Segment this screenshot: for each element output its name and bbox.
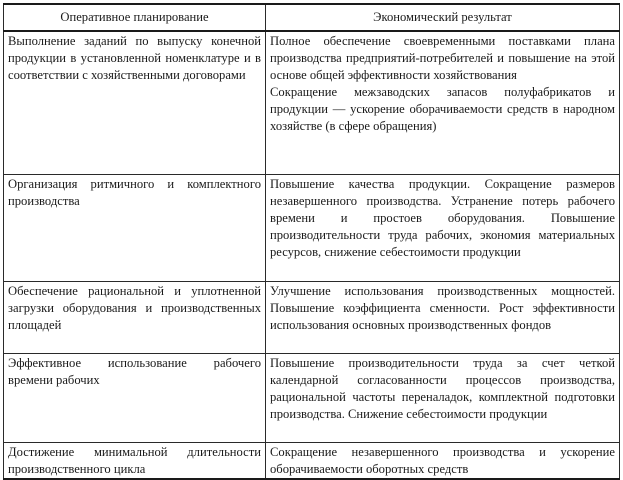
planning-cell: Выполнение заданий по выпуску конечной продукции в установленной номенклатуре и в соответствии с хозяйственными договорами	[4, 31, 266, 174]
planning-cell: Организация ритмичного и комплектного производства	[4, 174, 266, 281]
table-row	[4, 174, 620, 281]
table-row	[4, 442, 620, 479]
result-paragraph: Улучшение использования производственных мощностей. Повышение коэффициента сменности. Рост эффективности использования основных производственных фондов	[270, 283, 615, 332]
table-header	[4, 4, 620, 31]
result-cell	[266, 281, 620, 353]
header-row	[4, 4, 620, 31]
result-paragraph: Полное обеспечение своевременными поставками плана производства предприятий-потребителей и повышение на этой основе общей эффективности хозяйствования	[270, 34, 615, 82]
result-paragraph: Сокращение межзаводских запасов полуфабрикатов и продукции — ускорение оборачиваемости средств в народном хозяйстве (в сфере обращения)	[270, 85, 615, 133]
result-paragraph: Сокращение незавершенного производства и ускорение оборачиваемости оборотных средств	[270, 444, 615, 476]
result-cell	[266, 174, 620, 281]
planning-cell: Достижение минимальной длительности производственного цикла	[4, 442, 266, 479]
result-cell	[266, 442, 620, 479]
result-cell	[266, 31, 620, 174]
planning-results-table	[3, 3, 620, 480]
table-row	[4, 31, 620, 174]
table-row	[4, 353, 620, 442]
result-paragraph: Повышение качества продукции. Сокращение размеров незавершенного производства. Устранение потерь рабочего времени и простоев оборудования. Повышение производительности труда рабочих, экономия материальных ресурсов, снижение себестоимости продукции	[270, 176, 615, 259]
table-row	[4, 281, 620, 353]
header-result: Экономический результат	[266, 4, 620, 31]
table-body	[4, 31, 620, 479]
planning-cell: Обеспечение рациональной и уплотненной загрузки оборудования и производственных площадей	[4, 281, 266, 353]
result-cell	[266, 353, 620, 442]
planning-cell: Эффективное использование рабочего времени рабочих	[4, 353, 266, 442]
result-paragraph: Повышение производительности труда за счет четкой календарной согласованности процессов производства, рациональной частоты переналадок, комплектной подготовки производства. Снижение себестоимости продукции	[270, 355, 615, 421]
header-planning: Оперативное планирование	[4, 4, 266, 31]
